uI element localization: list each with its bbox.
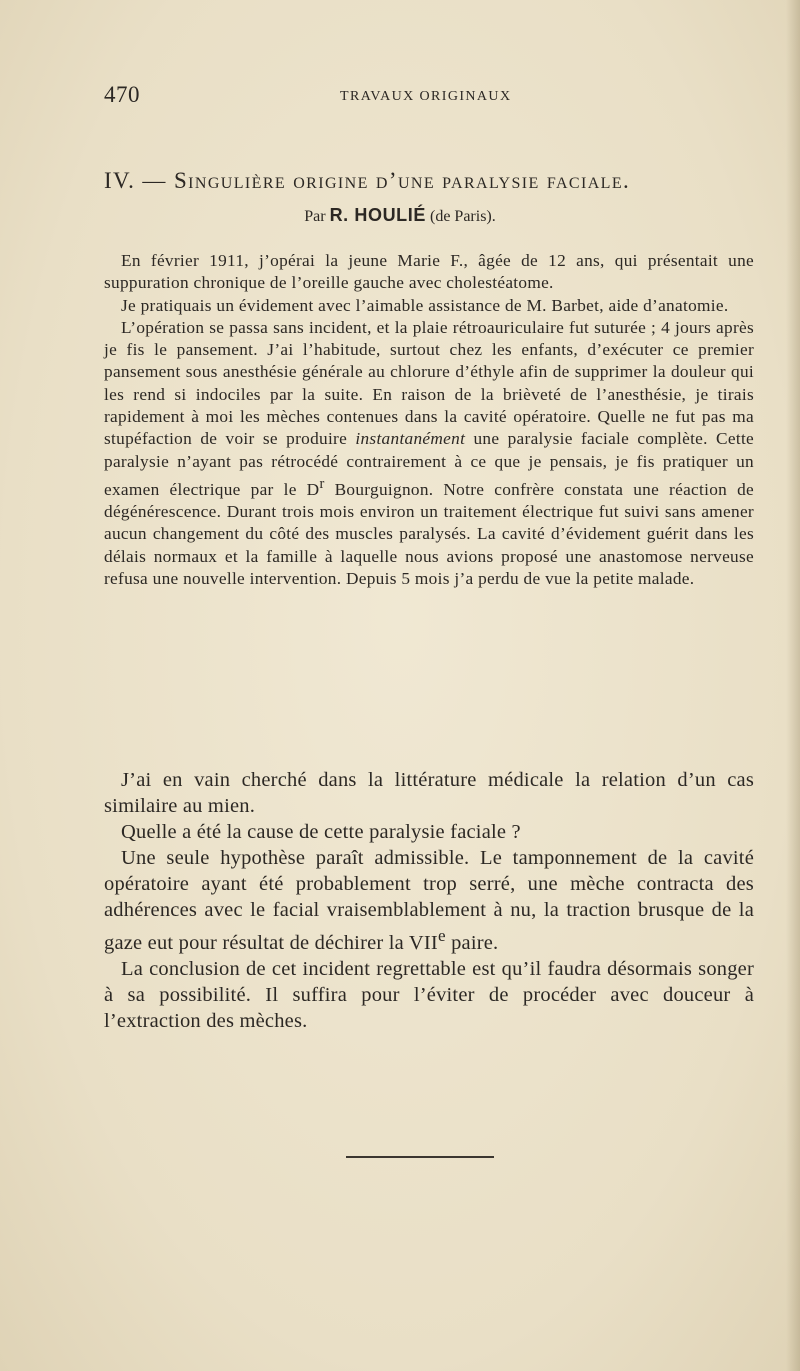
superscript: e xyxy=(437,926,446,946)
author-affiliation: (de Paris). xyxy=(429,208,496,225)
paragraph: Je pratiquais un évidement avec l’aimable assistance de M. Barbet, aide d’anatomie. xyxy=(121,295,729,315)
discussion xyxy=(104,768,754,1035)
end-rule xyxy=(346,1156,494,1158)
superscript: r xyxy=(319,475,325,492)
page-number: 470 xyxy=(104,82,140,107)
paragraph: J’ai en vain cherché dans la littérature médicale la relation d’un cas similaire au mien. xyxy=(104,769,754,817)
paragraph-text: L’opération se passa sans incident, et la plaie rétroauriculaire fut suturée ; 4 jours après je fis le pansement. J’ai l’habitude, surtout chez les enfants, d’exécuter ce premier pansement sous anesthésie générale au chlorure d’éthyle afin de supprimer la douleur qui les rend si indociles par la suite. En raison de la brièveté de l’anesthésie, je tirais rapidement à moi les mèches contenues dans la cavité opératoire. Quelle ne fut pas ma stupéfaction de voir se produire xyxy=(104,317,754,449)
paragraph-text: paire. xyxy=(451,932,499,955)
paragraph xyxy=(104,846,754,957)
paragraph: La conclusion de cet incident regrettable est qu’il faudra désormais songer à sa possibilité. Il suffira pour l’éviter de procéder avec douceur à l’extraction des mèches. xyxy=(104,958,754,1032)
running-head xyxy=(104,82,754,112)
paragraph xyxy=(104,317,754,590)
paragraph: En février 1911, j’opérai la jeune Marie F., âgée de 12 ans, qui présentait une suppuration chronique de l’oreille gauche avec cholestéatome. xyxy=(104,251,754,293)
byline-prefix: Par xyxy=(304,208,326,225)
case-report xyxy=(104,250,754,590)
byline xyxy=(0,205,800,226)
paragraph-text: une paralysie faciale complète. Cette paralysie n’ayant pas rétrocédé contrairement à ce que je pensais, je fis pratiquer un examen électrique par le D xyxy=(104,429,755,499)
paragraph: Quelle a été la cause de cette paralysie faciale ? xyxy=(121,820,521,843)
paragraph-text: Bourguignon. Notre confrère constata une réaction de dégénérescence. Durant trois mois environ un traitement électrique fut suivi sans amener aucun changement du côté des muscles paralysés. La cavité d’évidement guérit dans les délais normaux et la famille à laquelle nous avions proposé une anastomose nerveuse refusa une nouvelle intervention. Depuis 5 mois j’a perdu de vue la petite malade. xyxy=(104,479,755,588)
emphasis: instantanément xyxy=(355,429,466,449)
paragraph-text: Une seule hypothèse paraît admissible. Le tamponnement de la cavité opératoire ayant été probablement trop serré, une mèche contracta des adhérences avec le facial vraisemblablement à nu, la traction brusque de la gaze eut pour résultat de déchirer la VII xyxy=(104,846,754,955)
article-title: IV. — Singulière origine d’une paralysie faciale. xyxy=(104,168,631,193)
running-title: TRAVAUX ORIGINAUX xyxy=(340,89,512,104)
author-name: R. HOULIÉ xyxy=(329,205,426,225)
